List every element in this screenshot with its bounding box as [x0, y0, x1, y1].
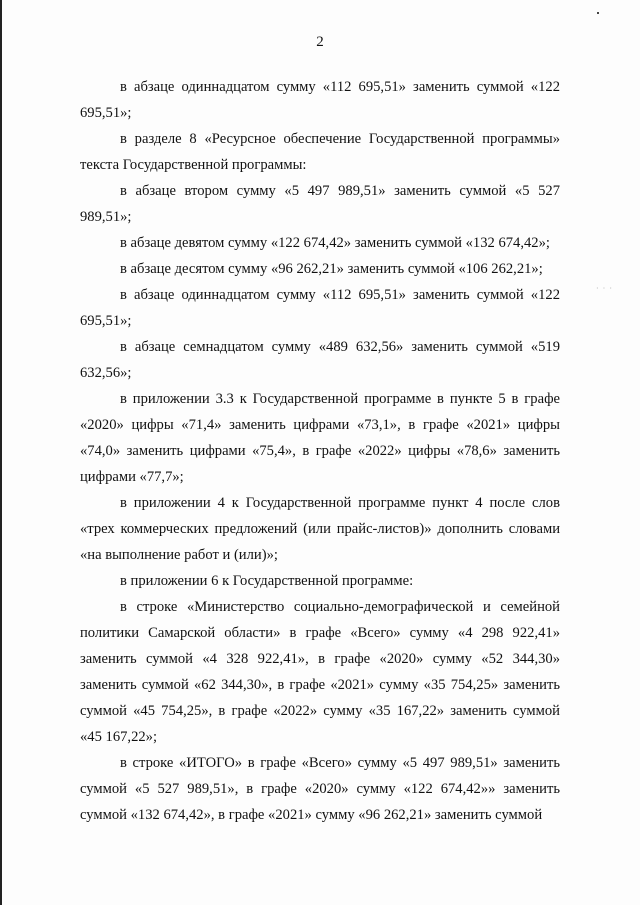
- page-number: 2: [316, 34, 324, 50]
- scan-speck: [597, 12, 599, 14]
- paragraph: в абзаце девятом сумму «122 674,42» заменить суммой «132 674,42»;: [120, 235, 550, 251]
- paragraph: в разделе 8 «Ресурсное обеспечение Государственной программы» текста Государственной программы:: [80, 131, 560, 173]
- paragraph: в абзаце одиннадцатом сумму «112 695,51» заменить суммой «122 695,51»;: [80, 79, 560, 121]
- scan-noise: · · ·: [596, 284, 613, 293]
- paragraph: в абзаце семнадцатом сумму «489 632,56» заменить суммой «519 632,56»;: [80, 339, 560, 381]
- scan-edge: [0, 0, 2, 905]
- paragraph: в приложении 3.3 к Государственной программе в пункте 5 в графе «2020» цифры «71,4» заменить цифрами «73,1», в графе «2021» цифры «74,0» заменить цифрами «75,4», в графе «2022» цифры «78,6» заменить цифрами «77,7»;: [80, 391, 560, 485]
- paragraph: в абзаце втором сумму «5 497 989,51» заменить суммой «5 527 989,51»;: [80, 183, 560, 225]
- paragraph: в абзаце одиннадцатом сумму «112 695,51» заменить суммой «122 695,51»;: [80, 287, 560, 329]
- paragraph: в строке «ИТОГО» в графе «Всего» сумму «5 497 989,51» заменить суммой «5 527 989,51», в графе «2020» сумму «122 674,42»» заменить суммой «132 674,42», в графе «2021» сумму «96 262,21» заменить суммой: [80, 755, 560, 823]
- paragraph: в приложении 4 к Государственной программе пункт 4 после слов «трех коммерческих предложений (или прайс-листов)» дополнить словами «на выполнение работ и (или)»;: [80, 495, 560, 563]
- paragraph: в строке «Министерство социально-демографической и семейной политики Самарской области» в графе «Всего» сумму «4 298 922,41» заменить суммой «4 328 922,41», в графе «2020» сумму «52 344,30» заменить суммой «62 344,30», в графе «2021» сумму «35 754,25» заменить суммой «45 754,25», в графе «2022» сумму «35 167,22» заменить суммой «45 167,22»;: [80, 599, 560, 745]
- paragraph: в абзаце десятом сумму «96 262,21» заменить суммой «106 262,21»;: [120, 261, 543, 277]
- paragraph: в приложении 6 к Государственной программе:: [120, 573, 414, 589]
- document-body: [80, 74, 560, 828]
